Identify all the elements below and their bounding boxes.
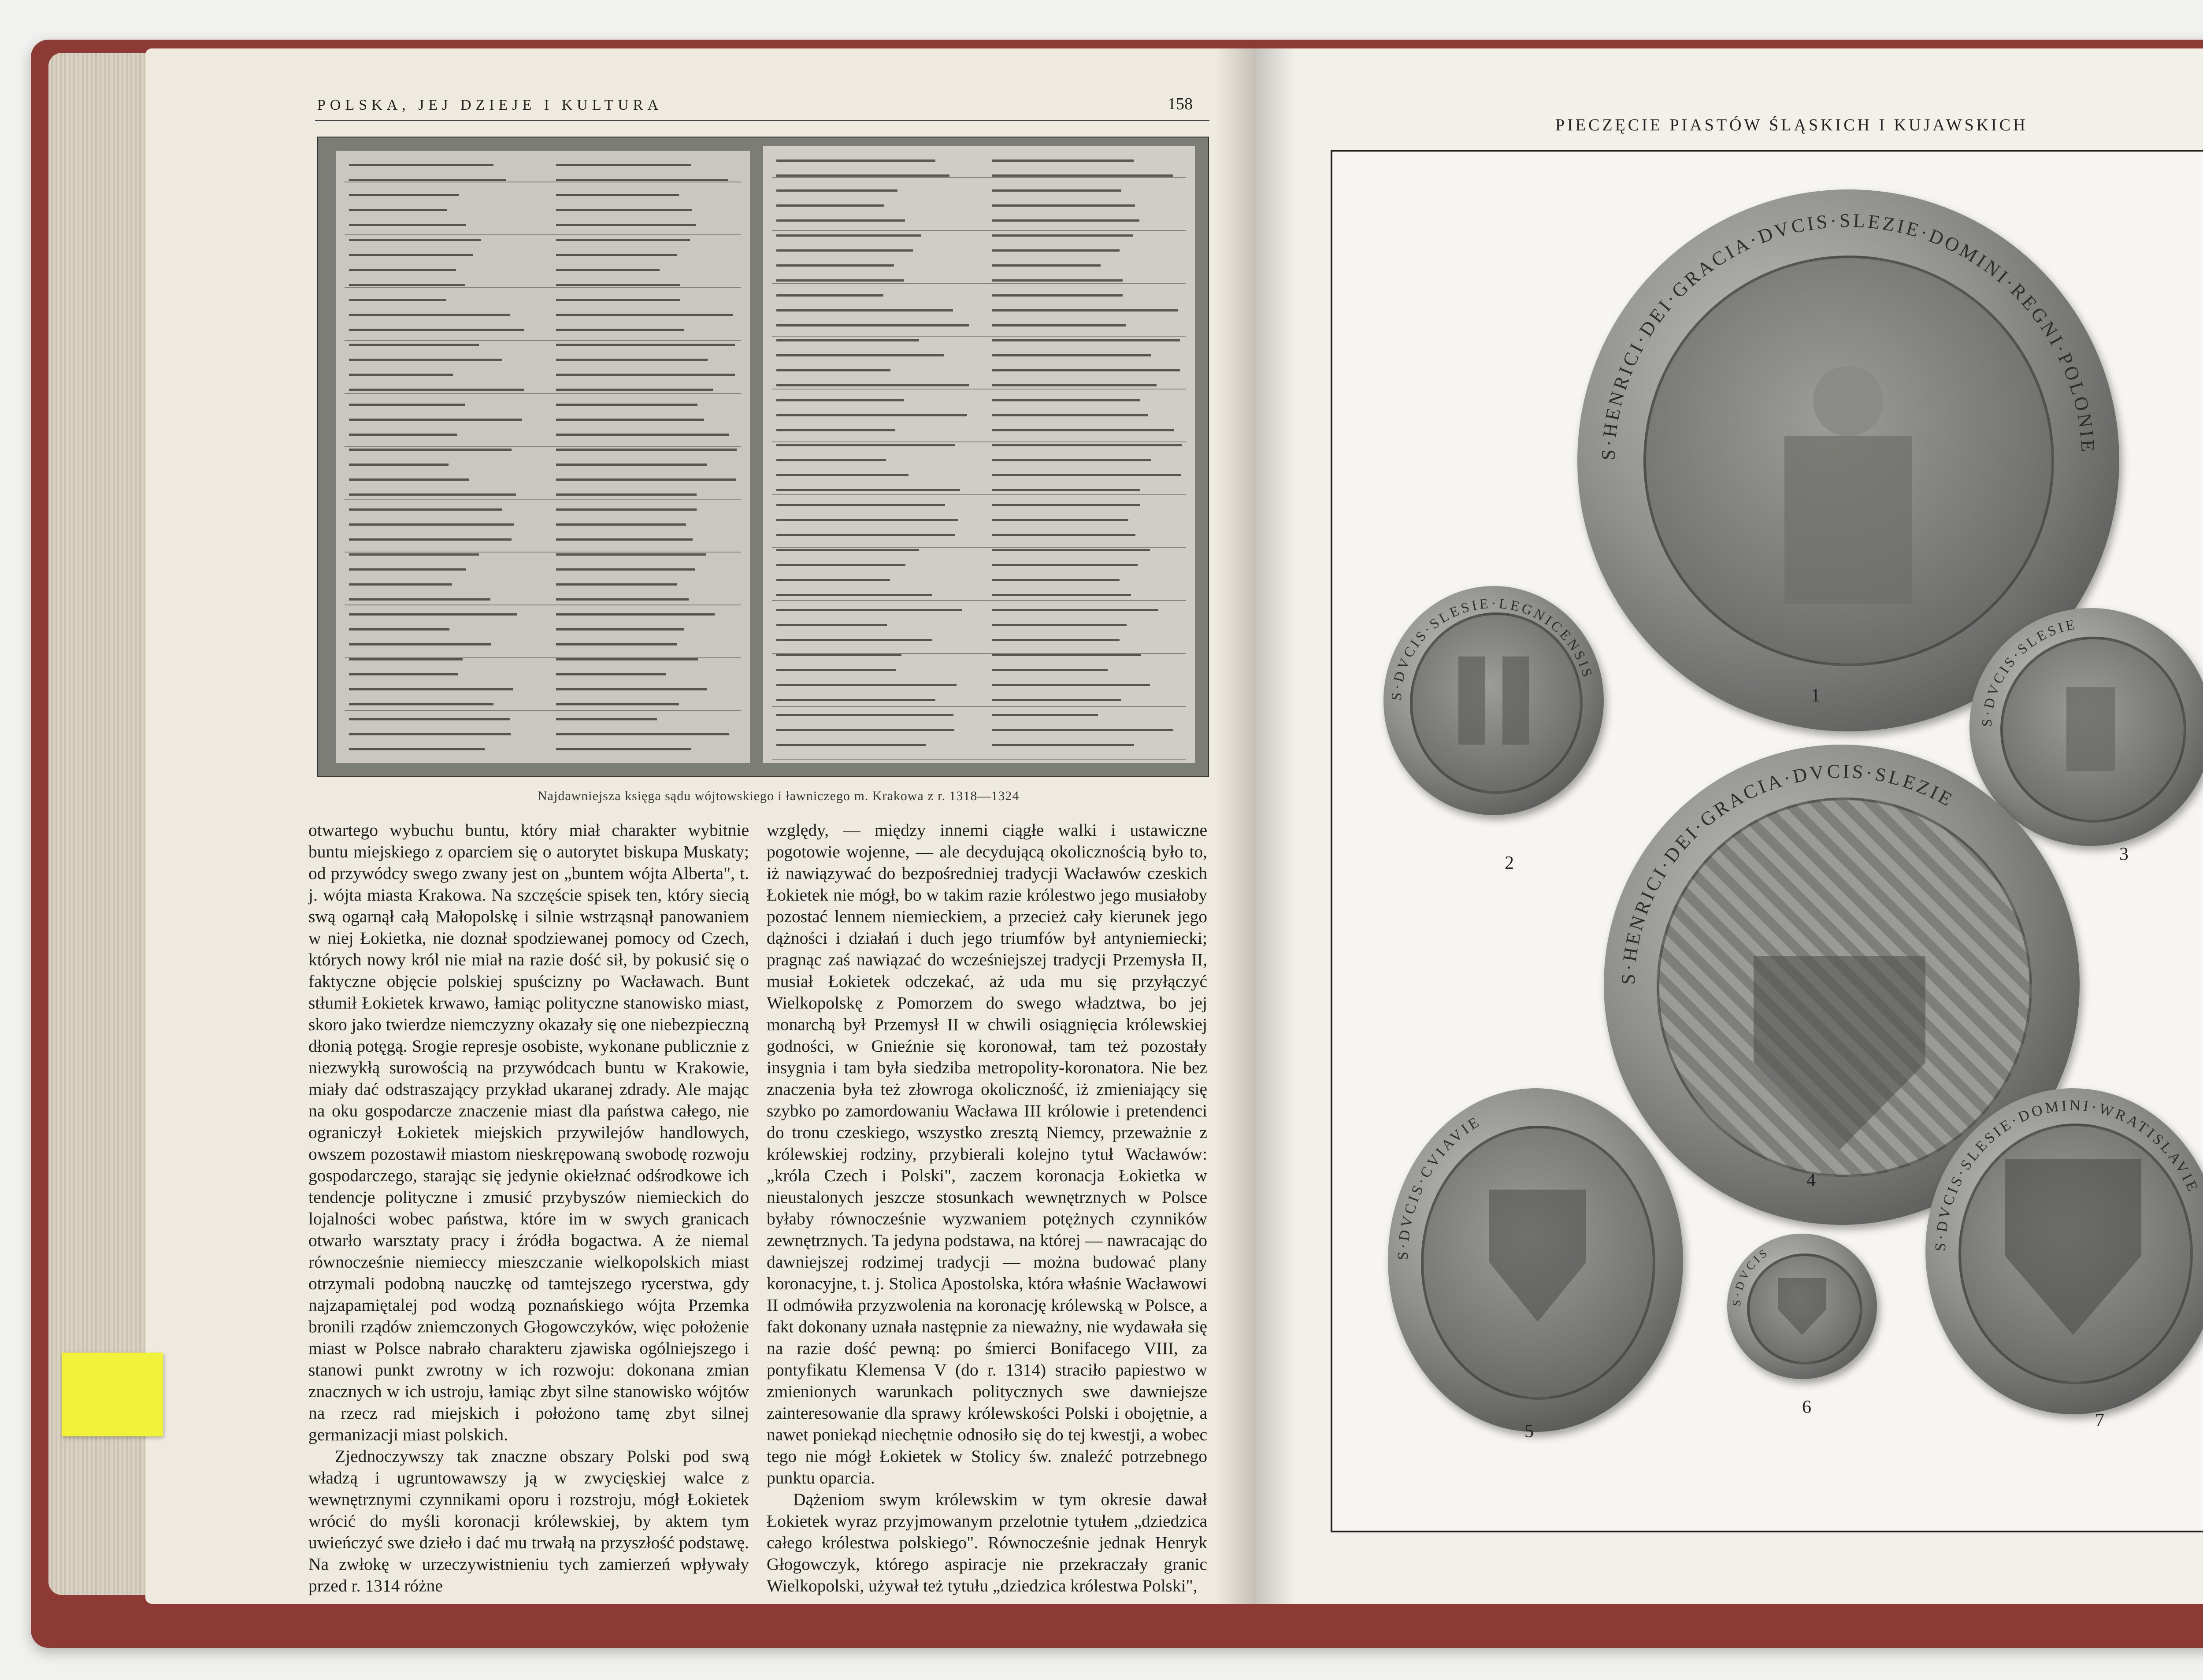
manuscript-line (349, 359, 502, 361)
manuscript-line (556, 419, 704, 421)
manuscript-line (776, 549, 919, 551)
manuscript-line (556, 538, 693, 541)
manuscript-line (992, 549, 1150, 551)
seal-6 (1727, 1234, 1877, 1379)
manuscript-line (992, 489, 1140, 491)
manuscript-line (349, 194, 459, 196)
manuscript-line (556, 254, 677, 256)
manuscript-line (556, 718, 657, 720)
manuscript-rule (772, 759, 1186, 760)
manuscript-line (992, 339, 1180, 341)
seal-7 (1925, 1088, 2203, 1414)
manuscript-rule (772, 547, 1186, 548)
manuscript-line (776, 264, 894, 267)
seal-3-number: 3 (2119, 844, 2129, 864)
manuscript-line (556, 374, 735, 376)
text-column-1 (308, 820, 749, 1597)
seal-1-legend: S·HENRICI·DEI·GRACIA·DVCIS·SLEZIE·DOMINI·REGNI·POLONIE (1597, 209, 2099, 461)
manuscript-line (349, 748, 485, 750)
paragraph: Dążeniom swym królewskim w tym okresie dawał Łokietek wyraz przyjmowanym przelotnie tytułem „dziedzica całego królestwa polskiego". Równocześnie jednak Henryk Głogowczyk, którego aspiracje nie przekraczały granic Wielkopolski, używał też tytułu „dziedzica królestwa Polski", (767, 1490, 1207, 1595)
manuscript-line (349, 493, 516, 496)
manuscript-line (349, 688, 513, 690)
manuscript-line (556, 239, 690, 241)
manuscript-line (992, 219, 1139, 222)
manuscript-line (349, 598, 490, 601)
manuscript-line (349, 419, 522, 421)
manuscript-line (349, 673, 458, 675)
manuscript-line (556, 329, 684, 331)
manuscript-line (992, 579, 1120, 581)
manuscript-line (349, 164, 493, 166)
manuscript-line (992, 684, 1150, 686)
manuscript-line (776, 684, 957, 686)
manuscript-line (556, 613, 715, 616)
manuscript-line (776, 429, 895, 431)
paragraph: Zjednoczywszy tak znaczne obszary Polski pod swą władzą i ugruntowawszy ją w zwycięskiej walce z wewnętrznymi czynnikami oporu i rozstroju, mógł Łokietek wrócić do myśli koronacji królewskiej, by aktem tym uwieńczyć swe dzieło i dać mu trwałą na przyszłość podstawę. Na zwłokę w urzeczywistnieniu tych zamierzeń wpływały przed r. 1314 różne (308, 1446, 749, 1595)
manuscript-line (992, 174, 1173, 177)
manuscript-line (556, 434, 729, 436)
manuscript-rule (772, 441, 1186, 442)
manuscript-line (776, 204, 884, 207)
manuscript-line (776, 489, 960, 491)
manuscript-line (349, 553, 479, 556)
manuscript-line (776, 639, 932, 641)
manuscript-line (556, 209, 692, 211)
manuscript-line (556, 314, 733, 316)
manuscript-line (556, 449, 737, 451)
manuscript-line (349, 374, 453, 376)
manuscript-line (556, 583, 677, 586)
manuscript-line (349, 568, 466, 571)
manuscript-line (349, 643, 491, 645)
manuscript-line (776, 369, 890, 371)
manuscript-rule (772, 283, 1186, 284)
manuscript-line (992, 279, 1123, 282)
manuscript-rule (772, 494, 1186, 495)
manuscript-line (776, 729, 954, 731)
manuscript-line (556, 389, 713, 391)
seal-4-number: 4 (1806, 1170, 1816, 1190)
manuscript-line (349, 434, 457, 436)
manuscript-line (776, 474, 909, 476)
manuscript-line (349, 389, 524, 391)
manuscript-line (776, 174, 949, 177)
manuscript-line (776, 459, 886, 461)
manuscript-line (556, 269, 660, 271)
manuscript-rule (772, 706, 1186, 707)
manuscript-line (556, 673, 666, 675)
manuscript-line (992, 189, 1121, 192)
manuscript-line (349, 179, 506, 181)
manuscript-rule (345, 552, 741, 553)
text-column-2 (767, 820, 1207, 1597)
manuscript-line (349, 478, 469, 481)
manuscript-line (349, 628, 449, 630)
seal-3-legend: S·DVCIS·SLESIE (1978, 616, 2079, 727)
manuscript-line (776, 504, 945, 506)
manuscript-line (556, 359, 708, 361)
manuscript-rule (345, 710, 741, 711)
manuscript-line (776, 189, 898, 192)
manuscript-line (349, 583, 452, 586)
manuscript-line (992, 204, 1135, 207)
manuscript-line (349, 538, 512, 541)
left-running-head: POLSKA, JEJ DZIEJE I KULTURA (317, 97, 663, 113)
manuscript-line (349, 239, 481, 241)
manuscript-line (349, 314, 510, 316)
manuscript-line (776, 714, 953, 716)
manuscript-line (992, 669, 1108, 671)
manuscript-line (556, 194, 679, 196)
manuscript-line (349, 269, 456, 271)
manuscript-line (556, 523, 686, 526)
figure-caption: Najdawniejsza księga sądu wójtowskiego i ławniczego m. Krakowa z r. 1318—1324 (538, 789, 1020, 803)
manuscript-line (556, 553, 706, 556)
manuscript-line (776, 669, 896, 671)
manuscript-line (556, 493, 697, 496)
manuscript-line (349, 254, 473, 256)
right-running-head: PIECZĘCIE PIASTÓW ŚLĄSKICH I KUJAWSKICH (1555, 116, 2028, 134)
manuscript-line (349, 658, 463, 660)
manuscript-line (992, 384, 1157, 386)
manuscript-line (992, 744, 1134, 746)
manuscript-line (776, 579, 890, 581)
manuscript-line (776, 519, 958, 521)
manuscript-line (776, 354, 944, 356)
manuscript-line (776, 279, 904, 282)
page-number: 158 (1168, 95, 1193, 113)
manuscript-line (776, 399, 904, 401)
manuscript-line (776, 324, 969, 326)
manuscript-line (992, 459, 1151, 461)
manuscript-line (776, 624, 887, 626)
manuscript-line (776, 309, 953, 312)
seal-2-number: 2 (1505, 853, 1514, 873)
manuscript-line (556, 748, 691, 750)
manuscript-line (992, 309, 1178, 312)
manuscript-line (556, 299, 680, 301)
manuscript-line (992, 294, 1123, 297)
manuscript-line (776, 444, 955, 446)
manuscript-rule (772, 336, 1186, 337)
seal-7-number: 7 (2095, 1410, 2104, 1431)
manuscript-line (992, 504, 1140, 506)
manuscript-rule (345, 287, 741, 288)
manuscript-line (776, 234, 921, 237)
manuscript-line (776, 609, 962, 611)
manuscript-rule (772, 230, 1186, 231)
manuscript-rule (345, 234, 741, 235)
seal-2 (1383, 586, 1604, 815)
bookmark-tab-left (62, 1353, 163, 1436)
manuscript-rule (345, 446, 741, 447)
manuscript-line (349, 703, 493, 705)
manuscript-line (776, 384, 969, 386)
manuscript-line (349, 464, 449, 466)
paragraph: otwartego wybuchu buntu, który miał charakter wybitnie buntu miejskiego z oparciem się o autorytet biskupa Muskaty; od przywódcy swego zwany jest on „buntem wójta Alberta", t. j. wójta miasta Krakowa. Na szczęście spisek ten, który siecią swą ogarnął całą Małopolskę i silnie wstrząsnął panowaniem w niej Łokietka, nie doznał spodziewanej pomocy od Czech, których nowy król nie miał na razie dość sił, by pokusić się o faktyczne objęcie polskiej spuścizny po Wacławach. Bunt stłumił Łokietek krwawo, łamiąc polityczne stanowisko miast, skoro jako twierdze niemczyzny okazały się one niebezpieczną dłonią potęgą. Srogie represje osobiste, wykonane publicznie z niezwykłą surowością na przywódcach buntu w Krakowie, miały dać odstraszający przykład ukaranej zdrady. Ale mając na oku gospodarcze znaczenie miast dla państwa całego, nie ograniczył Łokietek miejskich przywilejów handlowych, owszem pozostawił miastom nieskrępowaną swobodę rozwoju gospodarczego, starając się jedynie okiełznać odśrodkowe ich tendencje polityczne i zmusić przybyszów niemieckich do lojalności wobec państwa, które im w swych granicach otwarło warsztaty pracy i źródła bogactwa. A że niemal równocześnie niemieccy mieszczanie wielkopolskich miast otrzymali podobną nauczkę od tamtejszego rycerstwa, gdy najzapamiętalej pod wodzą poznańskiego wójta Przemka bronili rządów zniemczonych Głogowczyków, więc położenie miast w Polsce nabrało charakteru zjawiska ogólniejszego i stanowi punkt zwrotny w ich rozwoju: dokonana zmian znacznych w ich ustroju, łamiąc zbyt silne stanowisko wójtów na rzecz rad miejskich i położono tamę zbyt silnej germanizacji miast polskich. (308, 820, 749, 1444)
manuscript-line (992, 534, 1135, 536)
manuscript-photo (317, 137, 1209, 777)
manuscript-line (992, 234, 1133, 237)
manuscript-line (556, 224, 696, 226)
manuscript-line (992, 714, 1098, 716)
manuscript-line (992, 474, 1181, 476)
manuscript-line (556, 344, 735, 346)
manuscript-line (349, 284, 465, 286)
manuscript-line (776, 339, 919, 341)
manuscript-line (556, 508, 697, 511)
manuscript-line (776, 564, 905, 566)
seal-5-legend: S·DVCIS·CVIAVIE (1394, 1113, 1484, 1261)
manuscript-line (992, 399, 1140, 401)
manuscript-line (556, 179, 728, 181)
manuscript-line (556, 164, 691, 166)
manuscript-line (776, 249, 913, 252)
manuscript-line (556, 733, 729, 735)
manuscript-line (556, 464, 707, 466)
manuscript-line (776, 534, 955, 536)
manuscript-line (556, 284, 680, 286)
manuscript-line (556, 658, 698, 660)
manuscript-line (992, 729, 1173, 731)
manuscript-line (992, 444, 1182, 446)
seal-1-number: 1 (1811, 686, 1820, 706)
manuscript-rule (345, 340, 741, 341)
manuscript-line (992, 594, 1131, 596)
manuscript-line (992, 609, 1158, 611)
manuscript-line (349, 449, 512, 451)
manuscript-line (556, 478, 736, 481)
manuscript-line (349, 344, 479, 346)
seal-6-number: 6 (1802, 1397, 1811, 1417)
left-head-rule (315, 120, 1209, 121)
manuscript-line (992, 249, 1120, 252)
manuscript-line (992, 354, 1151, 356)
manuscript-line (556, 404, 697, 406)
manuscript-line (992, 654, 1141, 656)
manuscript-rule (345, 393, 741, 394)
manuscript-line (556, 703, 679, 705)
manuscript-line (349, 523, 514, 526)
manuscript-line (349, 209, 447, 211)
manuscript-line (992, 624, 1127, 626)
manuscript-rule (772, 653, 1186, 654)
manuscript-line (349, 404, 465, 406)
manuscript-line (992, 519, 1128, 521)
manuscript-line (776, 654, 901, 656)
seal-5 (1388, 1088, 1683, 1432)
manuscript-line (556, 628, 684, 630)
manuscript-rule (772, 600, 1186, 601)
seal-7-legend: S·DVCIS·SLESIE·DOMINI·WRATISLAVIE (1932, 1097, 2202, 1252)
manuscript-line (992, 699, 1121, 701)
manuscript-line (992, 159, 1134, 162)
manuscript-line (349, 718, 510, 720)
manuscript-line (349, 733, 511, 735)
seal-2-legend: S·DVCIS·SLESIE·LEGNICENSIS (1388, 595, 1597, 701)
manuscript-line (776, 219, 905, 222)
manuscript-rule (772, 177, 1186, 178)
manuscript-line (776, 294, 883, 297)
manuscript-line (349, 508, 502, 511)
manuscript-rule (345, 657, 741, 658)
manuscript-line (776, 414, 967, 416)
manuscript-line (349, 613, 517, 616)
manuscript-line (992, 564, 1138, 566)
manuscript-line (992, 414, 1148, 416)
manuscript-line (776, 594, 932, 596)
manuscript-line (776, 744, 926, 746)
manuscript-line (992, 369, 1180, 371)
manuscript-rule (345, 499, 741, 500)
manuscript-line (776, 159, 935, 162)
manuscript-line (349, 329, 524, 331)
manuscript-line (992, 324, 1126, 326)
manuscript-line (992, 429, 1174, 431)
seal-4-legend: S·HENRICI·DEI·GRACIA·DVCIS·SLEZIE (1617, 760, 1958, 985)
manuscript-line (556, 598, 689, 601)
manuscript-line (556, 568, 695, 571)
manuscript-line (349, 299, 446, 301)
manuscript-line (556, 688, 707, 690)
manuscript-line (349, 224, 466, 226)
manuscript-line (776, 699, 935, 701)
paragraph: względy, — między innemi ciągłe walki i ustawiczne pogotowie wojenne, — ale decydującą okolicznością było to, iż nawiązywać do bezpośredniej tradycji Wacławów czeskich Łokietek nie mógł, bo w takim razie królestwo jego musiałoby pozostać lennem niemieckiem, a przecież cały kierunek jego dążności i działań i duch jego triumfów był antyniemiecki; pragnąc zaś nawiązać do wcześniejszej tradycji Przemysła II, musiał Łokietek odczekać, aż uda mu się przyłączyć Wielkopolskę z Pomorzem do swego władztwa, bo jej monarchą był Przemysł II w chwili osiągnięcia królewskiej godności, w Gnieźnie się koronował, tam też pozostały insygnia i tam była siedziba metropolity-koronatora. Nie bez znaczenia była też złowroga okoliczność, iż zmieniający się szybko po zamordowaniu Wacława III królowie i pretendenci do tronu czeskiego, wszystko zresztą Niemcy, przeważnie z królewskiej rodziny, przybierali kolejno tytuł Wacławów: „króla Czech i Polski", zaczem koronacja Łokietka w nieustalonych jeszcze stosunkach wewnętrznych w Polsce byłaby równocześnie wyzwaniem potężnych czynników zewnętrznych. Ta jedyna podstawa, na której — nawracając do dawniejszej rodzimej tradycji — można budować plany koronacyjne, t. j. Stolica Apostolska, która właśnie Wacławowi II odmówiła przyzwolenia na koronację królewską w Polsce, a fakt dokonany uznała następnie za nieważny, nie wydawała się na razie dość pewną: po śmierci Bonifacego VIII, za pontyfikatu Klemensa V (do r. 1314) straciło papiestwo w zmienionych warunkach politycznych swe dawniejsze zainteresowanie dla sprawy królewskości Polski i obojętnie, a nawet poniekąd niechętnie odnosiło się do tej kwestji, a wobec tego nie mógł Łokietek w Stolicy św. znaleźć potrzebnego punktu oparcia. (767, 820, 1207, 1487)
manuscript-line (556, 643, 677, 645)
seal-6-legend: S·DVCIS (1730, 1245, 1772, 1307)
seal-5-number: 5 (1524, 1421, 1534, 1442)
manuscript-line (992, 264, 1101, 267)
manuscript-line (992, 639, 1120, 641)
